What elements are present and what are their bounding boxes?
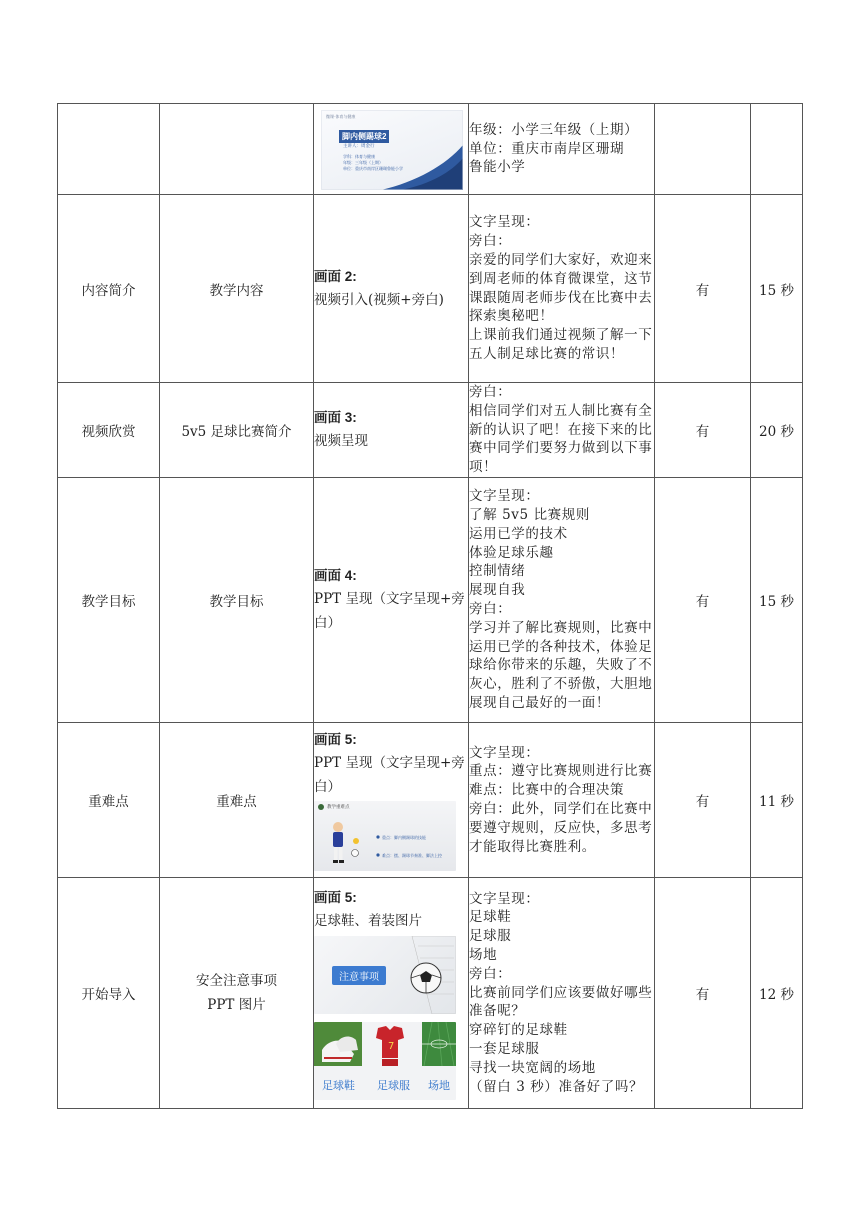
narration-line: 重点：遵守比赛规则进行比赛	[469, 763, 653, 780]
table-row	[58, 383, 803, 478]
narration-line: 体验足球乐趣	[469, 544, 554, 561]
cell-scene	[314, 878, 469, 1109]
cell-scene	[314, 104, 469, 195]
scene-description: 视频引入(视频+旁白)	[314, 291, 444, 308]
narration-line: 学习并了解比赛规则，比赛中运用已学的各种技术，体验足球给你带来的乐趣，失败了不灰心，胜利了不骄傲，大胆地展现自己最好的一面！	[469, 619, 653, 711]
table-row	[58, 195, 803, 383]
narration-line: 一套足球服	[469, 1040, 540, 1057]
cell-has-audio: 有	[655, 723, 751, 878]
cover-slide-teacher: 主讲人：周金行	[343, 143, 375, 148]
table-row	[58, 878, 803, 1109]
narration-line: 亲爱的同学们大家好，欢迎来到周老师的体育微课堂，这节课跟随周老师步伐在比赛中去探索奥秘吧！	[469, 251, 653, 325]
content-line: 安全注意事项	[196, 973, 277, 989]
narration-line: 文字呈现：	[469, 744, 540, 761]
cell-section: 视频欣赏	[58, 383, 160, 478]
keypoints-slide-line-2: 难点：摆、踢球节奏准、脚法上控	[382, 853, 442, 858]
cell-scene	[314, 195, 469, 383]
narration-line: 足球服	[469, 928, 512, 945]
narration-line: 上课前我们通过视频了解一下五人制足球比赛的常识！	[469, 327, 653, 362]
cell-scene	[314, 723, 469, 878]
keypoints-slide-thumbnail	[314, 801, 456, 871]
narration-line: 比赛前同学们应该要做好哪些准备呢？	[469, 984, 653, 1020]
narration-line: 单位：重庆市南岸区珊瑚	[469, 140, 625, 157]
narration-line: 穿碎钉的足球鞋	[469, 1022, 568, 1039]
cell-content	[160, 878, 314, 1109]
cover-slide-thumbnail	[321, 110, 463, 190]
cell-section: 内容简介	[58, 195, 160, 383]
cell-has-audio: 有	[655, 478, 751, 723]
cell-duration: 15 秒	[751, 195, 803, 383]
gear-label-field: 场地	[428, 1079, 450, 1092]
scene-description: PPT 呈现（文字呈现+旁白）	[314, 591, 465, 631]
cover-slide-info-2: 年级：三年级（上期）	[343, 160, 383, 165]
cell-section: 开始导入	[58, 878, 160, 1109]
cell-duration: 15 秒	[751, 478, 803, 723]
narration-line: （留白 3 秒）准备好了吗？	[469, 1078, 644, 1095]
table-row	[58, 723, 803, 878]
cover-slide-info-1: 学科：体育与健康	[343, 154, 375, 159]
cell-content: 5v5 足球比赛简介	[160, 383, 314, 478]
content-line: PPT 图片	[207, 997, 266, 1013]
cell-has-audio	[655, 104, 751, 195]
gear-images-strip	[314, 1022, 456, 1100]
cell-content: 教学目标	[160, 478, 314, 723]
keypoints-slide-line-1: 重点：脚内侧踢球的技能	[382, 835, 426, 840]
cell-has-audio: 有	[655, 878, 751, 1109]
gear-label-shoes: 足球鞋	[322, 1079, 355, 1092]
narration-line: 鲁能小学	[469, 159, 526, 176]
cell-duration: 12 秒	[751, 878, 803, 1109]
narration-line: 文字呈现：	[469, 214, 540, 231]
table-row	[58, 478, 803, 723]
narration-line: 文字呈现：	[469, 488, 540, 505]
scene-title: 画面 2:	[314, 268, 357, 284]
cell-scene	[314, 383, 469, 478]
narration-line: 相信同学们对五人制比赛有全新的认识了吧！在接下来的比赛中同学们要努力做到以下事项！	[469, 402, 653, 476]
cell-narration	[469, 878, 655, 1109]
cell-content: 重难点	[160, 723, 314, 878]
narration-line: 展现自我	[469, 582, 526, 599]
lesson-table	[57, 103, 803, 1109]
narration-line: 运用已学的技术	[469, 525, 568, 542]
narration-line: 足球鞋	[469, 909, 512, 926]
scene-title: 画面 5:	[314, 889, 357, 905]
narration-line: 文字呈现：	[469, 890, 540, 907]
narration-line: 旁白：此外，同学们在比赛中要遵守规则，反应快，多思考才能取得比赛胜利。	[469, 801, 653, 855]
notice-banner: 注意事项	[332, 966, 386, 985]
scene-title: 画面 4:	[314, 568, 357, 583]
cell-section: 教学目标	[58, 478, 160, 723]
cell-narration	[469, 195, 655, 383]
cell-narration	[469, 478, 655, 723]
scene-description: 足球鞋、着装图片	[314, 912, 422, 929]
narration-line: 难点：比赛中的合理决策	[469, 782, 625, 799]
cover-slide-wave	[321, 110, 463, 190]
keypoints-slide-title: 教学重难点	[327, 804, 350, 809]
narration-line: 了解 5v5 比赛规则	[469, 507, 590, 524]
cell-scene	[314, 478, 469, 723]
scene-title: 画面 3:	[314, 410, 357, 425]
gear-photos	[314, 1022, 456, 1072]
cell-duration: 11 秒	[751, 723, 803, 878]
cell-duration: 20 秒	[751, 383, 803, 478]
cell-narration	[469, 383, 655, 478]
narration-line: 寻找一块宽阔的场地	[469, 1059, 596, 1076]
cover-slide-title: 脚内侧踢球2	[339, 130, 389, 143]
cell-content	[160, 104, 314, 195]
cell-duration	[751, 104, 803, 195]
table-row	[58, 104, 803, 195]
narration-line: 旁白：	[469, 384, 512, 400]
cell-has-audio: 有	[655, 195, 751, 383]
scene-title: 画面 5:	[314, 732, 357, 747]
cell-section	[58, 104, 160, 195]
cell-narration	[469, 104, 655, 195]
cell-section: 重难点	[58, 723, 160, 878]
cell-narration	[469, 723, 655, 878]
narration-line: 控制情绪	[469, 563, 526, 580]
narration-line: 旁白：	[469, 601, 512, 617]
notice-slide-thumbnail	[314, 936, 456, 1014]
scene-description: PPT 呈现（文字呈现+旁白）	[314, 755, 465, 795]
narration-line: 场地	[469, 947, 498, 963]
cell-content: 教学内容	[160, 195, 314, 383]
cover-slide-info-3: 单位：重庆市南岸区珊瑚鲁能小学	[343, 166, 403, 171]
gear-label-jersey: 足球服	[377, 1079, 410, 1092]
narration-line: 年级：小学三年级（上期）	[469, 121, 639, 138]
cover-slide-header: 微课·体育与健康	[326, 114, 356, 119]
jersey-number: 7	[388, 1040, 395, 1052]
narration-line: 旁白：	[469, 965, 512, 982]
narration-line: 旁白：	[469, 233, 512, 250]
scene-description: 视频呈现	[314, 433, 368, 449]
cell-has-audio: 有	[655, 383, 751, 478]
